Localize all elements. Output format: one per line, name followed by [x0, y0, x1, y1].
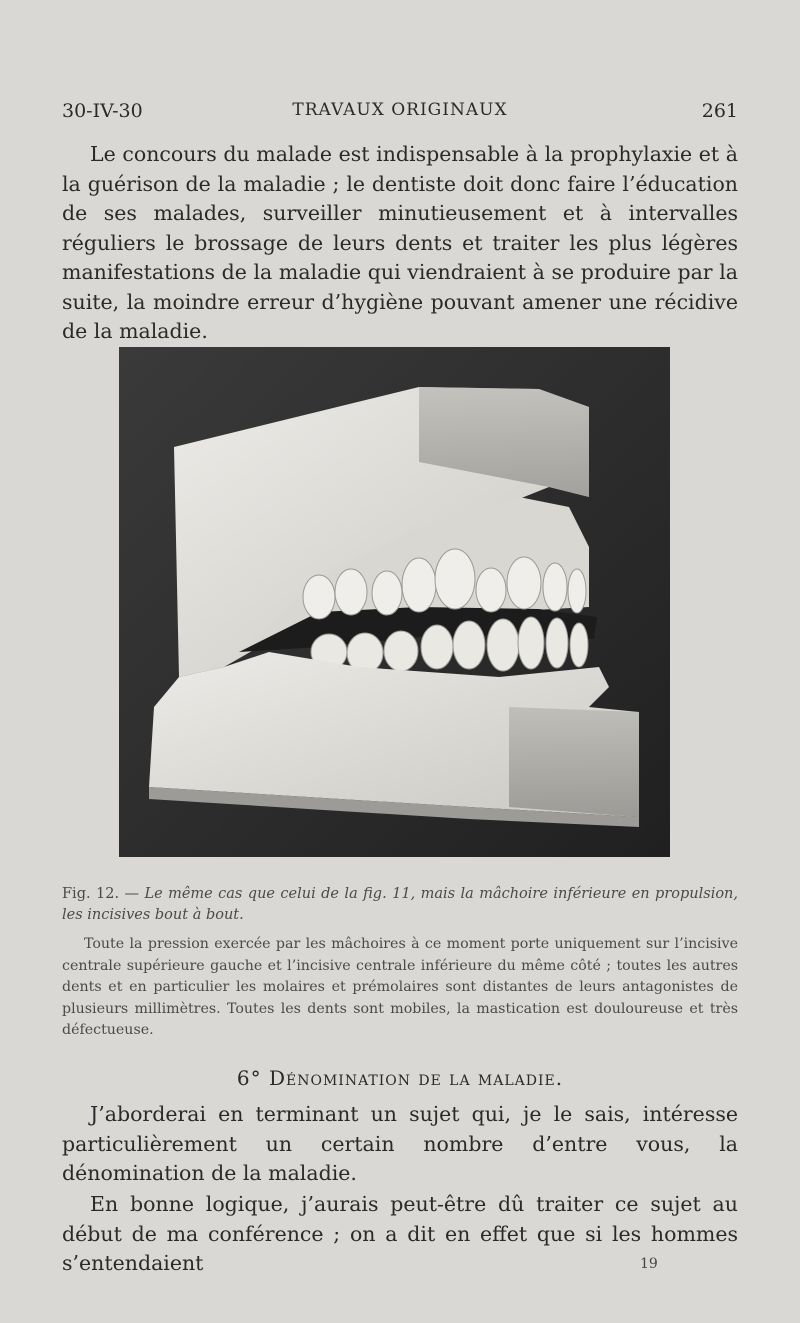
figure-reference: Fig. 12. — — [62, 886, 139, 902]
header-date: 30-IV-30 — [62, 100, 143, 122]
header-page-number: 261 — [701, 100, 738, 122]
figure-caption — [62, 884, 738, 926]
paragraph-logic: En bonne logique, j’aurais peut-être dû traiter ce sujet au début de ma conférence ; on a dit en effet que si les hommes s’entendaient — [62, 1192, 738, 1275]
figure-note: Toute la pression exercée par les mâchoires à ce moment porte uniquement sur l’incisive centrale supérieure gauche et l’incisive centrale inférieure du même côté ; toutes les autres dents et en particulier les molaires et prémolaires sont distantes de leurs antagonistes de plusieurs millimètres. Toutes les dents sont mobiles, la mastication est douloureuse et très défectueuse. — [62, 936, 738, 1038]
header-running-title: TRAVAUX ORIGINAUX — [292, 100, 508, 120]
signature-mark: 19 — [640, 1256, 658, 1272]
dental-cast-photograph — [119, 347, 670, 857]
running-header — [62, 100, 738, 128]
figure-title: Le même cas que celui de la fig. 11, mais la mâchoire inférieure en propulsion, les incisives bout à bout. — [62, 886, 739, 923]
paragraph-prophylaxis: Le concours du malade est indispensable à la prophylaxie et à la guérison de la maladie ; le dentiste doit donc faire l’éducation de ses malades, surveiller minutieusement et à intervalles réguliers le brossage de leurs dents et traiter les plus légères manifestations de la maladie qui viendraient à se produire par la suite, la moindre erreur d’hygiène pouvant amener une récidive de la maladie. — [62, 142, 738, 343]
section-number: 6° — [236, 1066, 262, 1090]
section-title-text: Dénomination de la maladie. — [268, 1066, 564, 1090]
section-heading — [62, 1066, 738, 1090]
paragraph-denomination-intro: J’aborderai en terminant un sujet qui, je le sais, intéresse particulièrement un certain nombre d’entre vous, la dénomination de la maladie. — [62, 1102, 738, 1185]
